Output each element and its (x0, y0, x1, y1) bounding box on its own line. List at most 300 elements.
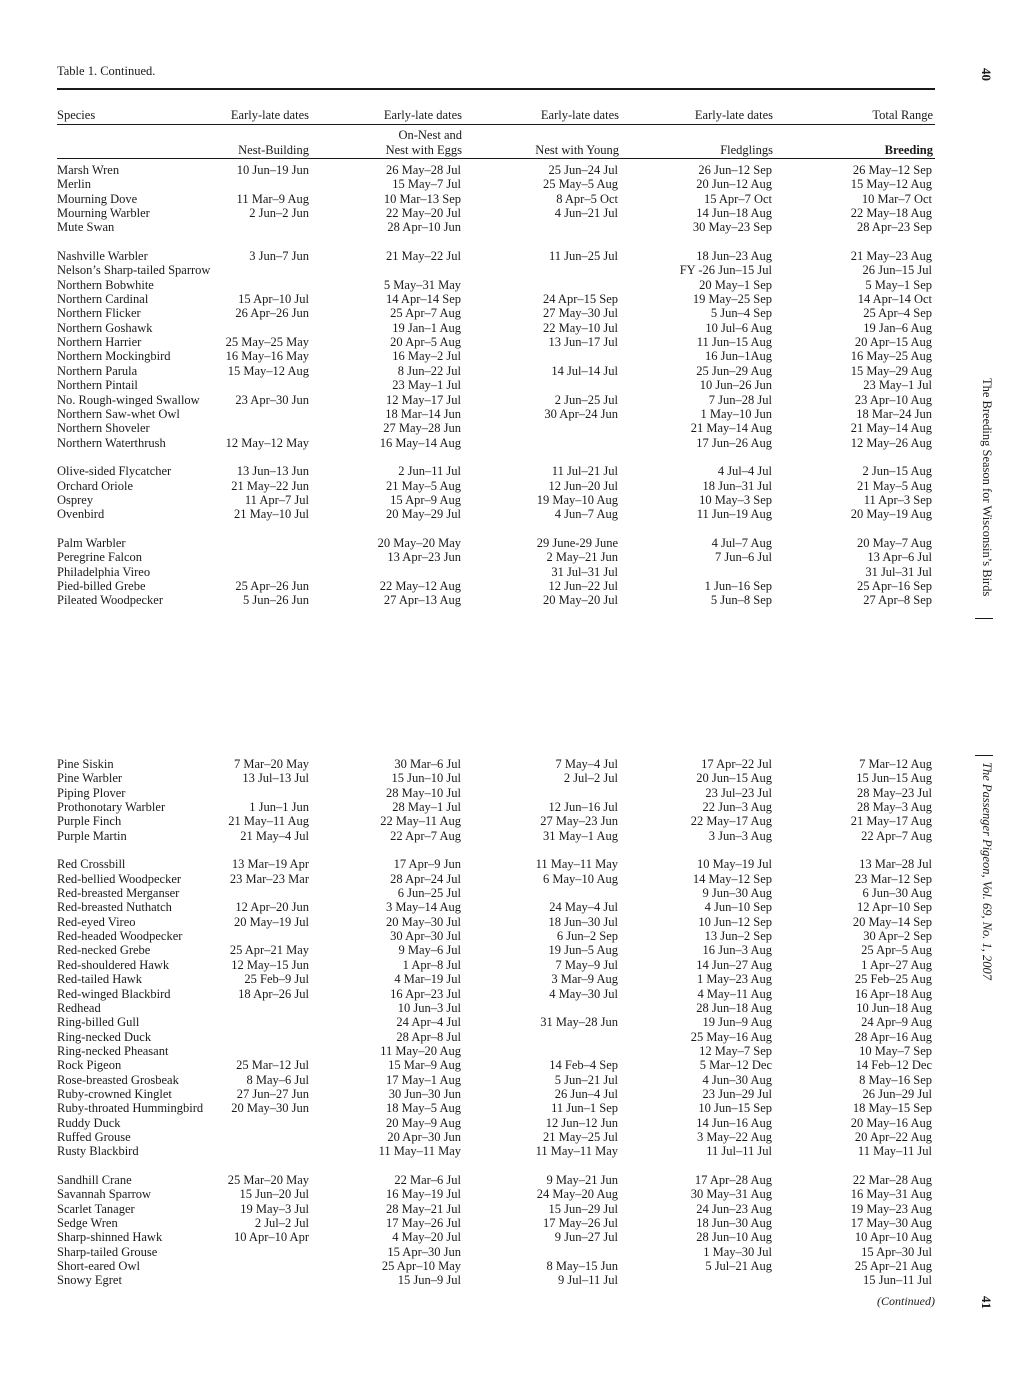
species-name: Pileated Woodpecker (57, 593, 164, 608)
nest-with-young-dates: 11 May–11 May (535, 1144, 618, 1159)
breeding-range-dates: 16 May–25 Aug (850, 349, 932, 364)
species-name: Red-bellied Woodpecker (57, 871, 182, 886)
row-spacer (57, 1159, 935, 1173)
species-name: Piping Plover (57, 785, 126, 800)
table-row (57, 958, 935, 972)
species-name: Northern Cardinal (57, 292, 149, 307)
nest-with-young-dates: 5 Jun–21 Jul (554, 1072, 618, 1087)
nest-with-eggs-dates: 25 Apr–10 May (381, 1259, 461, 1274)
species-name: Pine Warbler (57, 771, 123, 786)
nest-building-dates: 18 Apr–26 Jul (238, 986, 309, 1001)
nest-with-eggs-dates: 20 May–30 Jul (386, 914, 461, 929)
fledglings-dates: 5 Jun–8 Sep (710, 593, 772, 608)
nest-with-young-dates: 2 Jun–25 Jul (554, 392, 618, 407)
breeding-range-dates: 13 Mar–28 Jul (859, 857, 932, 872)
fledglings-dates: 28 Jun–10 Aug (696, 1230, 772, 1245)
breeding-range-dates: 14 Apr–14 Oct (857, 292, 932, 307)
breeding-range-dates: 25 Apr–21 Aug (854, 1259, 932, 1274)
breeding-range-dates: 10 Jun–18 Aug (856, 1000, 932, 1015)
breeding-range-dates: 31 Jul–31 Jul (865, 564, 932, 579)
nest-building-dates: 15 Jun–20 Jul (239, 1187, 309, 1202)
nest-with-eggs-dates: 10 Jun–3 Jul (397, 1000, 461, 1015)
breeding-range-dates: 18 Mar–24 Jun (856, 406, 932, 421)
table-row (57, 306, 935, 320)
nest-building-dates: 2 Jul–2 Jul (254, 1216, 309, 1230)
fledglings-dates: 28 Jun–18 Aug (696, 1000, 772, 1015)
nest-with-young-dates: 26 Jun–4 Jul (554, 1086, 618, 1101)
species-name: Philadelphia Vireo (57, 564, 151, 579)
species-name: Ovenbird (57, 507, 105, 522)
fledglings-dates: 16 Jun–1Aug (704, 349, 772, 364)
species-name: Red-necked Grebe (57, 943, 151, 958)
nest-with-eggs-dates: 21 May–22 Jul (386, 249, 461, 264)
nest-with-young-dates: 15 Jun–29 Jul (548, 1201, 618, 1216)
header-c4-top: Early-late dates (694, 108, 773, 122)
species-name: Mourning Dove (57, 191, 138, 206)
nest-building-dates: 10 Jun–19 Jun (236, 163, 309, 177)
fledglings-dates: 22 Jun–3 Aug (702, 800, 772, 815)
species-name: Ring-necked Pheasant (57, 1043, 169, 1058)
nest-with-young-dates: 11 Jun–25 Jul (549, 249, 618, 264)
nest-with-eggs-dates: 27 Apr–13 Aug (383, 593, 461, 608)
nest-with-eggs-dates: 15 Jun–9 Jul (397, 1273, 461, 1288)
breeding-range-dates: 17 May–30 Aug (850, 1216, 932, 1230)
species-name: Palm Warbler (57, 535, 126, 550)
species-name: Purple Finch (57, 814, 122, 829)
nest-with-eggs-dates: 15 Apr–30 Jun (387, 1244, 461, 1259)
fledglings-dates: 17 Apr–22 Jul (701, 757, 772, 771)
breeding-range-dates: 19 Jan–6 Aug (863, 320, 932, 335)
table-row (57, 393, 935, 407)
breeding-range-dates: 12 Apr–10 Sep (857, 900, 932, 915)
species-name: Ruddy Duck (57, 1115, 121, 1130)
nest-with-eggs-dates: 17 May–26 Jul (386, 1216, 461, 1230)
nest-with-eggs-dates: 16 May–2 Jul (392, 349, 461, 364)
nest-with-young-dates: 8 May–15 Jun (546, 1259, 618, 1274)
fledglings-dates: 20 Jun–12 Aug (696, 177, 772, 192)
species-name: Red-eyed Vireo (57, 914, 136, 929)
nest-with-young-dates: 3 Mar–9 Aug (551, 972, 618, 987)
fledglings-dates: 10 May–19 Jul (697, 857, 772, 872)
species-name: Pied-billed Grebe (57, 578, 146, 593)
nest-with-young-dates: 24 Apr–15 Sep (543, 292, 618, 307)
fledglings-dates: 23 Jul–23 Jul (705, 785, 772, 800)
fledglings-dates: 10 Jun–26 Jun (699, 378, 772, 393)
nest-with-eggs-dates: 17 Apr–9 Jun (393, 857, 461, 872)
nest-building-dates: 1 Jun–1 Jun (249, 800, 309, 815)
table-row (57, 507, 935, 521)
species-name: Northern Harrier (57, 335, 142, 350)
nest-with-eggs-dates: 14 Apr–14 Sep (386, 292, 461, 307)
breeding-range-dates: 8 May–16 Sep (859, 1072, 932, 1087)
page-number-bottom: 41 (979, 1296, 994, 1309)
nest-building-dates: 25 Apr–26 Jun (235, 578, 309, 593)
header-c5-bottom: Breeding (884, 143, 933, 157)
nest-with-young-dates: 29 June-29 June (536, 535, 618, 550)
table-row (57, 550, 935, 564)
header-species: Species (57, 108, 96, 122)
table-row (57, 206, 935, 220)
fledglings-dates: 5 Jul–21 Aug (705, 1259, 772, 1274)
nest-with-young-dates: 12 Jun–16 Jul (548, 800, 618, 815)
nest-with-young-dates: 14 Jul–14 Jul (551, 363, 618, 378)
table-row (57, 943, 935, 957)
species-name: Sharp-tailed Grouse (57, 1244, 158, 1259)
nest-with-eggs-dates: 16 Apr–23 Jul (390, 986, 461, 1001)
table-row (57, 177, 935, 191)
nest-building-dates: 25 Mar–20 May (227, 1172, 309, 1187)
nest-with-eggs-dates: 28 Apr–24 Jul (390, 871, 461, 886)
fledglings-dates: 22 May–17 Aug (690, 814, 772, 829)
fledglings-dates: 14 Jun–27 Aug (696, 957, 772, 972)
fledglings-dates: 11 Jun–15 Aug (696, 335, 772, 350)
breeding-range-dates: 26 May–12 Sep (852, 163, 932, 177)
nest-building-dates: 13 Jul–13 Jul (242, 771, 309, 786)
table-row (57, 321, 935, 335)
breeding-range-dates: 20 Apr–15 Aug (854, 335, 932, 350)
species-name: Ruby-crowned Kinglet (57, 1086, 172, 1101)
fledglings-dates: 1 Jun–16 Sep (704, 578, 772, 593)
nest-with-eggs-dates: 24 Apr–4 Jul (396, 1015, 461, 1030)
table-row (57, 249, 935, 263)
species-name: Northern Flicker (57, 306, 141, 321)
fledglings-dates: 14 Jun–18 Aug (696, 206, 772, 221)
breeding-range-dates: 20 Apr–22 Aug (854, 1129, 932, 1144)
top-rule (57, 88, 935, 90)
nest-with-eggs-dates: 25 Apr–7 Aug (390, 306, 461, 321)
breeding-range-dates: 30 Apr–2 Sep (863, 929, 932, 944)
table-row (57, 1116, 935, 1130)
breeding-range-dates: 6 Jun–30 Aug (862, 886, 932, 901)
breeding-range-dates: 1 Apr–27 Aug (861, 957, 932, 972)
nest-building-dates: 21 May–22 Jun (231, 478, 309, 493)
species-name: Snowy Egret (57, 1273, 122, 1288)
nest-with-eggs-dates: 17 May–1 Aug (386, 1072, 461, 1087)
breeding-range-dates: 23 Apr–10 Aug (854, 392, 932, 407)
breeding-range-dates: 11 Apr–3 Sep (863, 492, 932, 507)
breeding-range-dates: 21 May–14 Aug (850, 421, 932, 436)
journal-citation: The Passenger Pigeon, Vol. 69, No. 1, 2007 (980, 762, 994, 981)
table-row (57, 565, 935, 579)
nest-with-eggs-dates: 11 May–20 Aug (380, 1043, 461, 1058)
fledglings-dates: 20 Jun–15 Aug (696, 771, 772, 786)
fledglings-dates: 30 May–23 Sep (692, 220, 772, 235)
fledglings-dates: 7 Jun–6 Jul (715, 550, 772, 565)
table-row (57, 436, 935, 450)
header-rule-2 (57, 158, 935, 159)
species-name: Mute Swan (57, 220, 115, 235)
species-name: Northern Pintail (57, 378, 138, 393)
species-name: Ring-billed Gull (57, 1015, 140, 1030)
species-name: Pine Siskin (57, 757, 114, 771)
fledglings-dates: 4 Jul–4 Jul (717, 464, 772, 479)
fledglings-dates: 23 Jun–29 Jul (702, 1086, 772, 1101)
breeding-range-dates: 22 Apr–7 Aug (861, 828, 932, 843)
fledglings-dates: 18 Jun–23 Aug (696, 249, 772, 264)
nest-with-eggs-dates: 27 May–28 Jun (383, 421, 461, 436)
table-row (57, 163, 935, 177)
continued-note: (Continued) (877, 1294, 935, 1308)
nest-with-eggs-dates: 19 Jan–1 Aug (392, 320, 461, 335)
header-c2-bottom: Nest with Eggs (385, 143, 462, 157)
nest-with-eggs-dates: 22 May–11 Aug (380, 814, 461, 829)
nest-with-eggs-dates: 28 May–21 Jul (386, 1201, 461, 1216)
breeding-range-dates: 27 Apr–8 Sep (863, 593, 932, 608)
nest-with-eggs-dates: 8 Jun–22 Jul (397, 363, 461, 378)
table-row (57, 1259, 935, 1273)
breeding-range-dates: 28 Apr–16 Aug (854, 1029, 932, 1044)
fledglings-dates: 11 Jul–11 Jul (706, 1144, 772, 1159)
nest-with-eggs-dates: 20 Apr–30 Jun (387, 1129, 461, 1144)
nest-with-eggs-dates: 10 Mar–13 Sep (383, 191, 461, 206)
table-row (57, 278, 935, 292)
breeding-range-dates: 28 May–23 Jul (857, 785, 932, 800)
nest-building-dates: 3 Jun–7 Jun (249, 249, 309, 264)
nest-with-eggs-dates: 20 May–29 Jul (386, 507, 461, 522)
nest-with-eggs-dates: 6 Jun–25 Jul (397, 886, 461, 901)
fledglings-dates: 17 Apr–28 Aug (694, 1172, 772, 1187)
nest-with-young-dates: 27 May–30 Jul (543, 306, 618, 321)
nest-with-young-dates: 21 May–25 Jul (543, 1129, 618, 1144)
table-row (57, 987, 935, 1001)
breeding-range-dates: 25 Feb–25 Aug (854, 972, 932, 987)
species-name: Scarlet Tanager (57, 1201, 135, 1216)
header-c5-top: Total Range (872, 108, 933, 122)
nest-building-dates: 16 May–16 May (225, 349, 309, 364)
fledglings-dates: 10 Jun–15 Sep (698, 1101, 772, 1116)
nest-building-dates: 20 May–30 Jun (231, 1101, 309, 1116)
fledglings-dates: 25 May–16 Aug (690, 1029, 772, 1044)
nest-with-young-dates: 9 Jul–11 Jul (558, 1273, 618, 1288)
nest-building-dates: 13 Jun–13 Jun (236, 464, 309, 479)
nest-with-eggs-dates: 30 Apr–30 Jul (390, 929, 461, 944)
species-name: Merlin (57, 177, 92, 192)
fledglings-dates: 19 May–25 Sep (692, 292, 772, 307)
nest-with-eggs-dates: 20 Apr–5 Aug (390, 335, 461, 350)
header-rule-1 (57, 124, 935, 125)
table-row (57, 579, 935, 593)
nest-with-young-dates: 4 Jun–7 Aug (554, 507, 618, 522)
fledglings-dates: 11 Jun–19 Aug (696, 507, 772, 522)
breeding-range-dates: 18 May–15 Sep (852, 1101, 932, 1116)
nest-with-eggs-dates: 26 May–28 Jul (386, 163, 461, 177)
page-number-top: 40 (979, 68, 994, 81)
fledglings-dates: 19 Jun–9 Aug (702, 1015, 772, 1030)
species-name: Olive-sided Flycatcher (57, 464, 172, 479)
nest-with-eggs-dates: 28 May–1 Jul (392, 800, 461, 815)
nest-with-young-dates: 12 Jun–20 Jul (548, 478, 618, 493)
nest-with-eggs-dates: 13 Apr–23 Jun (387, 550, 461, 565)
nest-with-young-dates: 24 May–20 Aug (536, 1187, 618, 1202)
breeding-range-dates: 14 Feb–12 Dec (855, 1058, 932, 1073)
species-name: Redhead (57, 1000, 101, 1015)
nest-with-young-dates: 19 May–10 Aug (536, 492, 618, 507)
nest-with-young-dates: 8 Apr–5 Oct (556, 191, 618, 206)
nest-with-young-dates: 19 Jun–5 Aug (548, 943, 618, 958)
species-name: Northern Bobwhite (57, 277, 154, 292)
breeding-range-dates: 10 Apr–10 Aug (854, 1230, 932, 1245)
species-name: Red-shouldered Hawk (57, 957, 170, 972)
nest-with-young-dates: 25 Jun–24 Jul (548, 163, 618, 177)
table-row (57, 800, 935, 814)
fledglings-dates: 3 Jun–3 Aug (708, 828, 772, 843)
lower-table-block (57, 757, 935, 1288)
species-name: Red-breasted Merganser (57, 886, 180, 901)
nest-with-young-dates: 2 May–21 Jun (546, 550, 618, 565)
table-row (57, 1230, 935, 1244)
nest-building-dates: 21 May–10 Jul (234, 507, 309, 522)
nest-with-young-dates: 24 May–4 Jul (549, 900, 618, 915)
table-row (57, 1187, 935, 1201)
nest-with-eggs-dates: 21 May–5 Aug (386, 478, 461, 493)
table-row (57, 335, 935, 349)
breeding-range-dates: 7 Mar–12 Aug (859, 757, 932, 771)
breeding-range-dates: 25 Apr–5 Aug (861, 943, 932, 958)
nest-with-eggs-dates: 20 May–9 Aug (386, 1115, 461, 1130)
species-name: Northern Shoveler (57, 421, 150, 436)
breeding-range-dates: 28 May–3 Aug (857, 800, 932, 815)
nest-with-young-dates: 6 May–10 Aug (543, 871, 618, 886)
fledglings-dates: 12 May–7 Sep (699, 1043, 772, 1058)
nest-with-young-dates: 17 May–26 Jul (543, 1216, 618, 1230)
species-name: Northern Saw-whet Owl (57, 406, 180, 421)
table-row (57, 493, 935, 507)
breeding-range-dates: 20 May–7 Aug (857, 535, 932, 550)
table-row (57, 1202, 935, 1216)
species-name: Red-headed Woodpecker (57, 929, 183, 944)
fledglings-dates: 1 May–10 Jun (700, 406, 772, 421)
nest-with-young-dates: 9 May–21 Jun (546, 1172, 618, 1187)
breeding-range-dates: 15 Apr–30 Jul (861, 1244, 932, 1259)
table-row (57, 1173, 935, 1187)
nest-with-young-dates: 13 Jun–17 Jul (548, 335, 618, 350)
table-row (57, 929, 935, 943)
breeding-range-dates: 20 May–16 Aug (850, 1115, 932, 1130)
nest-building-dates: 25 May–25 May (225, 335, 309, 350)
nest-with-eggs-dates: 28 May–10 Jul (386, 785, 461, 800)
running-title: The Breeding Season for Wisconsin’s Birds (980, 378, 994, 597)
nest-with-young-dates: 25 May–5 Aug (543, 177, 618, 192)
nest-building-dates: 15 Apr–10 Jul (238, 292, 309, 307)
nest-with-young-dates: 4 Jun–21 Jul (554, 206, 618, 221)
table-row (57, 1058, 935, 1072)
table-row (57, 1144, 935, 1158)
side-rule-top (975, 618, 993, 619)
species-name: Nelson’s Sharp-tailed Sparrow (57, 263, 211, 278)
fledglings-dates: 7 Jun–28 Jul (708, 392, 772, 407)
species-name: Peregrine Falcon (57, 550, 143, 565)
table-row (57, 1044, 935, 1058)
row-spacer (57, 843, 935, 857)
breeding-range-dates: 20 May–14 Sep (852, 914, 932, 929)
fledglings-dates: 4 Jun–30 Aug (702, 1072, 772, 1087)
nest-building-dates: 26 Apr–26 Jun (235, 306, 309, 321)
fledglings-dates: 1 May–23 Aug (697, 972, 772, 987)
nest-with-eggs-dates: 15 Jun–10 Jul (391, 771, 461, 786)
nest-with-eggs-dates: 2 Jun–11 Jul (398, 464, 461, 479)
nest-with-eggs-dates: 16 May–14 Aug (379, 435, 461, 450)
table-row (57, 1030, 935, 1044)
species-name: Ruby-throated Hummingbird (57, 1101, 204, 1116)
breeding-range-dates: 21 May–17 Aug (850, 814, 932, 829)
table-row (57, 1087, 935, 1101)
nest-with-eggs-dates: 22 May–12 Aug (379, 578, 461, 593)
nest-with-young-dates: 22 May–10 Jul (543, 320, 618, 335)
nest-with-eggs-dates: 22 Mar–6 Jul (394, 1172, 461, 1187)
row-spacer (57, 235, 935, 249)
species-name: Purple Martin (57, 828, 127, 843)
table-row (57, 757, 935, 771)
nest-building-dates: 11 Apr–7 Jul (244, 492, 309, 507)
breeding-range-dates: 15 May–29 Aug (850, 363, 932, 378)
breeding-range-dates: 25 Apr–16 Sep (857, 578, 932, 593)
breeding-range-dates: 5 May–1 Sep (865, 277, 932, 292)
species-name: Rusty Blackbird (57, 1144, 139, 1159)
fledglings-dates: 26 Jun–12 Sep (698, 163, 772, 177)
nest-with-young-dates: 14 Feb–4 Sep (549, 1058, 618, 1073)
nest-with-eggs-dates: 30 Jun–30 Jun (388, 1086, 461, 1101)
fledglings-dates: 5 Jun–4 Sep (710, 306, 772, 321)
species-name: Northern Parula (57, 363, 138, 378)
breeding-range-dates: 2 Jun–15 Aug (862, 464, 932, 479)
nest-building-dates: 23 Apr–30 Jun (235, 392, 309, 407)
table-row (57, 1245, 935, 1259)
table-row (57, 1273, 935, 1287)
species-name: Rose-breasted Grosbeak (57, 1072, 179, 1087)
nest-building-dates: 21 May–11 Aug (228, 814, 309, 829)
species-name: Ring-necked Duck (57, 1029, 152, 1044)
nest-with-eggs-dates: 22 May–20 Jul (386, 206, 461, 221)
table-row (57, 1101, 935, 1115)
breeding-range-dates: 22 Mar–28 Aug (852, 1172, 932, 1187)
nest-with-young-dates: 9 Jun–27 Jul (554, 1230, 618, 1245)
header-c2-mid: On-Nest and (398, 128, 462, 142)
nest-with-young-dates: 27 May–23 Jun (540, 814, 618, 829)
breeding-range-dates: 23 Mar–12 Sep (854, 871, 932, 886)
nest-building-dates: 27 Jun–27 Jun (236, 1086, 309, 1101)
nest-with-eggs-dates: 5 May–31 May (383, 277, 461, 292)
breeding-range-dates: 23 May–1 Jul (863, 378, 932, 393)
breeding-range-dates: 13 Apr–6 Jul (867, 550, 932, 565)
nest-building-dates: 25 Apr–21 May (229, 943, 309, 958)
nest-with-young-dates: 6 Jun–2 Sep (556, 929, 618, 944)
fledglings-dates: 10 Jul–6 Aug (705, 320, 772, 335)
nest-with-eggs-dates: 18 May–5 Aug (386, 1101, 461, 1116)
breeding-range-dates: 16 May–31 Aug (850, 1187, 932, 1202)
nest-building-dates: 19 May–3 Jul (240, 1201, 309, 1216)
fledglings-dates: 20 May–1 Sep (699, 277, 772, 292)
breeding-range-dates: 21 May–23 Aug (850, 249, 932, 264)
fledglings-dates: 18 Jun–30 Aug (696, 1216, 772, 1230)
fledglings-dates: FY -26 Jun–15 Jul (679, 263, 772, 278)
breeding-range-dates: 24 Apr–9 Aug (861, 1015, 932, 1030)
header-c3-bottom: Nest with Young (535, 143, 619, 157)
breeding-range-dates: 25 Apr–4 Sep (863, 306, 932, 321)
header-c3-top: Early-late dates (540, 108, 619, 122)
species-name: Northern Waterthrush (57, 435, 166, 450)
nest-with-eggs-dates: 18 Mar–14 Jun (385, 406, 461, 421)
table-row (57, 349, 935, 363)
fledglings-dates: 10 May–3 Sep (699, 492, 772, 507)
nest-building-dates: 12 May–12 May (225, 435, 309, 450)
table-row (57, 814, 935, 828)
table-row (57, 192, 935, 206)
table-row (57, 378, 935, 392)
breeding-range-dates: 26 Jun–15 Jul (862, 263, 932, 278)
fledglings-dates: 4 Jun–10 Sep (704, 900, 772, 915)
nest-with-young-dates: 11 May–11 May (535, 857, 618, 872)
table-row (57, 771, 935, 785)
